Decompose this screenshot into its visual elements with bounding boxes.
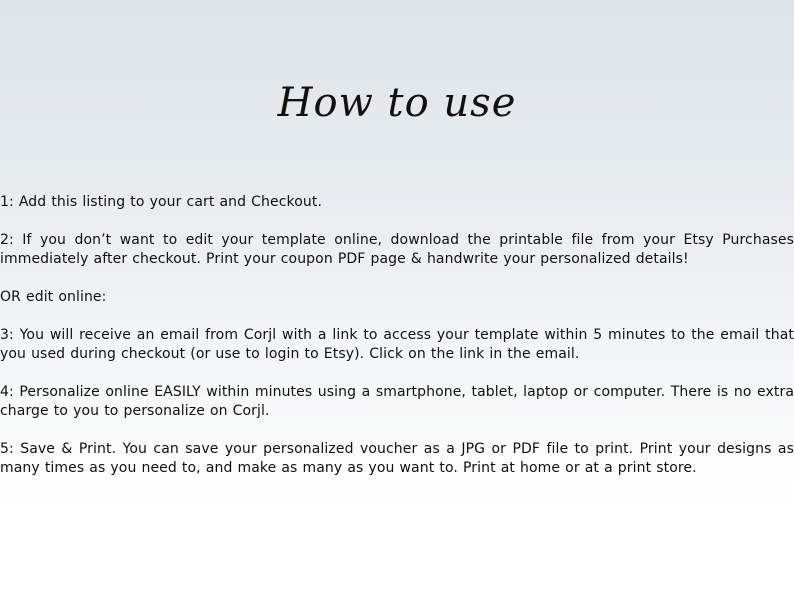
step-1: 1: Add this listing to your cart and Checkout. (0, 194, 323, 210)
step-4: 4: Personalize online EASILY within minutes using a smartphone, tablet, laptop or computer. There is no extra charge to you to personalize on Corjl. (0, 384, 794, 419)
step-2: 2: If you don’t want to edit your template online, download the printable file from your Etsy Purchases immediately after checkout. Print your coupon PDF page & handwrite your personalized details! (0, 232, 794, 267)
page-title: How to use (277, 80, 517, 126)
step-5: 5: Save & Print. You can save your personalized voucher as a JPG or PDF file to print. Print your designs as many times as you need to, and make as many as you want to. Print at home or at a print store. (0, 441, 794, 476)
instruction-list (0, 193, 794, 497)
or-edit-online-label: OR edit online: (0, 289, 107, 305)
step-3: 3: You will receive an email from Corjl with a link to access your template within 5 minutes to the email that you used during checkout (or use to login to Etsy). Click on the link in the email. (0, 327, 794, 362)
